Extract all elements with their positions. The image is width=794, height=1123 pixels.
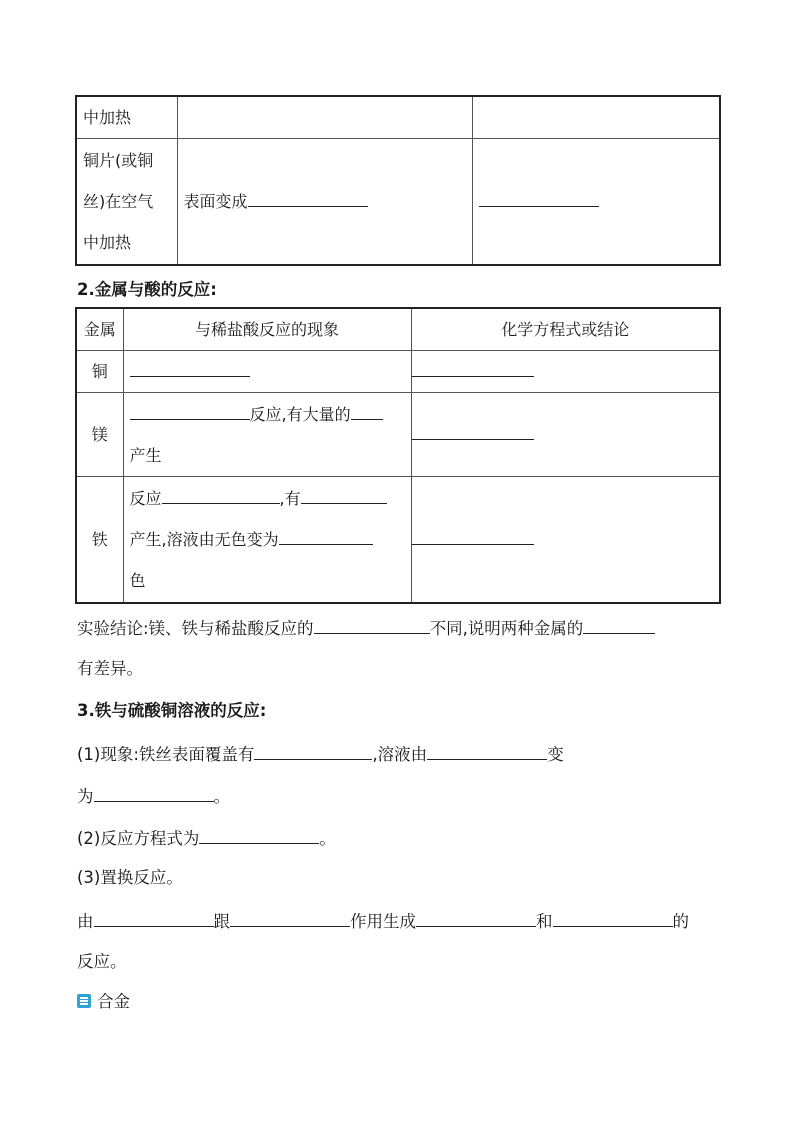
list-icon [77, 994, 91, 1008]
answer-blank[interactable] [412, 419, 534, 440]
equation-cell [472, 139, 720, 265]
definition-text: 的 [672, 912, 689, 931]
section-title-text: 合金 [97, 992, 130, 1011]
section-heading: 2.金属与酸的反应: [77, 280, 217, 299]
definition-line [77, 906, 689, 932]
phenomenon-text: 表面变成 [183, 191, 248, 211]
answer-blank[interactable] [130, 356, 250, 377]
table-row [76, 139, 720, 265]
phenomenon-text: 反应,有大量的 [249, 404, 351, 424]
question-text: 为 [77, 787, 94, 806]
label-line: 中加热 [83, 232, 132, 252]
equation-cell [411, 477, 720, 603]
answer-blank[interactable] [427, 739, 547, 760]
header-metal: 金属 [76, 308, 123, 351]
answer-blank[interactable] [162, 483, 280, 504]
definition-line: 反应。 [77, 952, 127, 971]
equation-cell [411, 393, 720, 477]
table-row [76, 351, 720, 393]
question-line [77, 781, 230, 807]
label-line: 丝)在空气 [83, 191, 154, 211]
phenomenon-text: 反应 [129, 488, 162, 508]
metal-cell: 铜 [76, 351, 123, 393]
answer-blank[interactable] [230, 906, 350, 927]
definition-text: 和 [536, 912, 553, 931]
question-line [77, 739, 564, 765]
question-text: 变 [547, 745, 564, 764]
phenomenon-cell [123, 477, 411, 603]
section-heading: 3.铁与硫酸铜溶液的反应: [77, 701, 267, 720]
question-text: ,溶液由 [372, 745, 428, 764]
header-equation: 化学方程式或结论 [411, 308, 720, 351]
label-line: 铜片(或铜 [83, 150, 154, 170]
conclusion-line: 有差异。 [77, 659, 143, 678]
question-text: 。 [319, 829, 336, 848]
answer-blank[interactable] [94, 906, 214, 927]
metal-cell: 铁 [76, 477, 123, 603]
equation-cell [411, 351, 720, 393]
answer-blank[interactable] [279, 524, 373, 545]
table-row [76, 96, 720, 139]
metal-cell: 中加热 [76, 96, 177, 139]
definition-text: 作用生成 [350, 912, 416, 931]
phenomenon-cell [177, 96, 472, 139]
question-line [77, 823, 336, 849]
conclusion-line [77, 613, 655, 639]
table-row [76, 393, 720, 477]
answer-blank[interactable] [416, 906, 536, 927]
answer-blank[interactable] [94, 781, 214, 802]
metal-cell [76, 139, 177, 265]
answer-blank[interactable] [351, 399, 383, 420]
answer-blank[interactable] [248, 186, 368, 207]
table-header-row [76, 308, 720, 351]
metal-cell: 镁 [76, 393, 123, 477]
table-metal-acid [75, 307, 721, 604]
answer-blank[interactable] [301, 483, 387, 504]
answer-blank[interactable] [254, 739, 372, 760]
phenomenon-cell [123, 393, 411, 477]
table-metal-oxygen [75, 95, 721, 266]
table-row [76, 477, 720, 603]
answer-blank[interactable] [314, 613, 430, 634]
answer-blank[interactable] [553, 906, 673, 927]
phenomenon-cell [123, 351, 411, 393]
conclusion-text: 不同,说明两种金属的 [429, 619, 584, 638]
phenomenon-text: ,有 [279, 488, 301, 508]
header-phenomenon: 与稀盐酸反应的现象 [123, 308, 411, 351]
answer-blank[interactable] [583, 613, 655, 634]
definition-text: 由 [77, 912, 94, 931]
conclusion-text: 实验结论:镁、铁与稀盐酸反应的 [77, 619, 314, 638]
section-title-alloy [77, 988, 130, 1012]
phenomenon-cell [177, 139, 472, 265]
phenomenon-text: 产生,溶液由无色变为 [129, 529, 279, 549]
equation-cell [472, 96, 720, 139]
question-text: (2)反应方程式为 [77, 829, 200, 848]
answer-blank[interactable] [130, 399, 250, 420]
question-line: (3)置换反应。 [77, 868, 183, 887]
answer-blank[interactable] [199, 823, 319, 844]
question-text: 。 [213, 787, 230, 806]
phenomenon-text: 产生 [129, 445, 162, 465]
question-text: (1)现象:铁丝表面覆盖有 [77, 745, 255, 764]
phenomenon-text: 色 [129, 570, 146, 590]
answer-blank[interactable] [412, 356, 534, 377]
definition-text: 跟 [213, 912, 230, 931]
answer-blank[interactable] [412, 524, 534, 545]
answer-blank[interactable] [479, 186, 599, 207]
